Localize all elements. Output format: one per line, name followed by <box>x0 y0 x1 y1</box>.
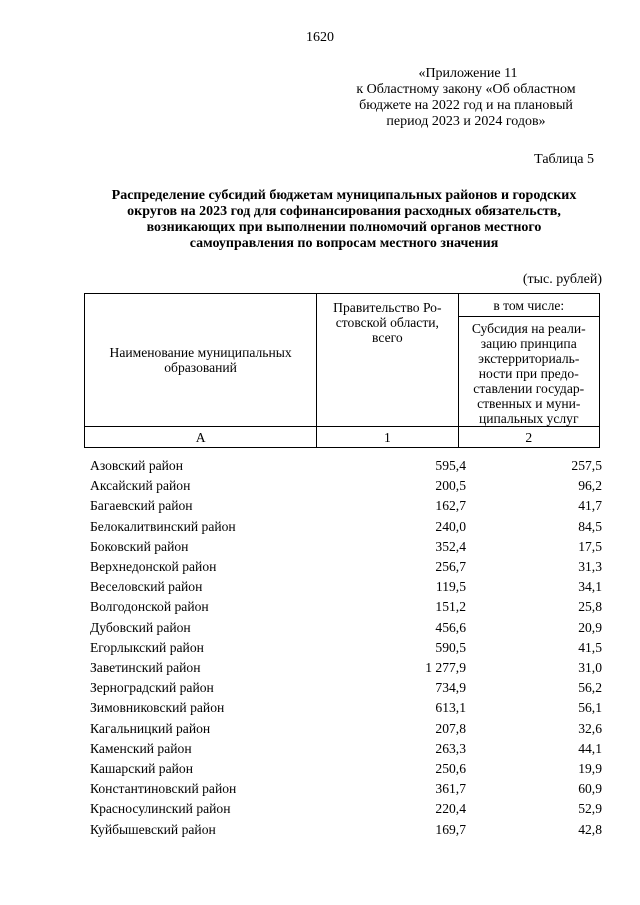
district-name: Заветинский район <box>90 660 201 676</box>
table-row <box>84 820 602 840</box>
subsidy-value: 41,5 <box>578 639 602 655</box>
district-name: Егорлыкский район <box>90 639 204 655</box>
table-row <box>84 658 602 678</box>
total-value: 352,4 <box>435 538 466 554</box>
subsidy-value: 20,9 <box>578 619 602 635</box>
district-name: Боковский район <box>90 538 189 554</box>
total-value: 220,4 <box>435 801 466 817</box>
subsidy-value: 52,9 <box>578 801 602 817</box>
total-value: 151,2 <box>435 599 466 615</box>
table-row <box>84 456 602 476</box>
district-name: Зимовниковский район <box>90 700 225 716</box>
title-line: возникающих при выполнении полномочий органов местного <box>146 220 542 235</box>
subsidy-value: 25,8 <box>578 599 602 615</box>
index-cell-a: А <box>85 427 317 448</box>
subsidy-value: 60,9 <box>578 781 602 797</box>
table-row <box>84 799 602 819</box>
district-name: Константиновский район <box>90 781 237 797</box>
subsidy-value: 56,2 <box>578 680 602 696</box>
header-name-line: образований <box>164 360 237 375</box>
header-including: в том числе: <box>493 297 565 313</box>
header-subsidy-line: ставлении государ- <box>473 381 585 396</box>
total-value: 590,5 <box>435 639 466 655</box>
table-row <box>84 739 602 759</box>
total-value: 456,6 <box>435 619 466 635</box>
district-name: Веселовский район <box>90 579 203 595</box>
title-line: самоуправления по вопросам местного значения <box>189 236 499 251</box>
appendix-line: бюджете на 2022 год и на плановый <box>359 98 573 113</box>
table-row <box>84 638 602 658</box>
header-name-cell <box>85 294 317 427</box>
district-name: Багаевский район <box>90 498 193 514</box>
table-row <box>84 476 602 496</box>
subsidy-value: 84,5 <box>578 518 602 534</box>
table-row <box>84 537 602 557</box>
total-value: 200,5 <box>435 478 466 494</box>
header-name-line: Наименование муниципальных <box>109 345 292 360</box>
subsidy-value: 32,6 <box>578 720 602 736</box>
table-row <box>84 678 602 698</box>
district-name: Азовский район <box>90 458 184 473</box>
header-including-cell <box>458 294 600 317</box>
district-name: Белокалитвинский район <box>90 518 236 534</box>
district-name: Куйбышевский район <box>90 821 216 837</box>
table-row <box>84 577 602 597</box>
total-value: 263,3 <box>435 740 466 756</box>
total-value: 207,8 <box>435 720 466 736</box>
header-total-line: Правительство Ро- <box>333 300 442 315</box>
appendix-reference <box>330 66 602 130</box>
table-row <box>84 618 602 638</box>
data-table <box>84 456 602 840</box>
district-name: Аксайский район <box>90 478 191 494</box>
header-subsidy-line: экстерриториаль- <box>478 351 580 366</box>
appendix-line: «Приложение 11 <box>418 66 518 81</box>
total-value: 1 277,9 <box>425 660 466 676</box>
district-name: Дубовский район <box>90 619 191 635</box>
total-value: 240,0 <box>435 518 466 534</box>
appendix-line: период 2023 и 2024 годов» <box>386 114 546 129</box>
subsidy-value: 19,9 <box>578 761 602 777</box>
district-name: Каменский район <box>90 740 192 756</box>
header-total-line: стовской области, <box>335 315 439 330</box>
district-name: Красносулинский район <box>90 801 231 817</box>
table-row <box>84 698 602 718</box>
title-line: Распределение субсидий бюджетам муниципальных районов и городских <box>111 188 577 203</box>
table-row <box>84 719 602 739</box>
header-subsidy-line: ности при предо- <box>478 366 579 381</box>
total-value: 162,7 <box>435 498 466 514</box>
subsidy-value: 34,1 <box>578 579 602 595</box>
district-name: Волгодонской район <box>90 599 209 615</box>
total-value: 613,1 <box>435 700 466 716</box>
total-value: 169,7 <box>435 821 466 837</box>
subsidy-value: 31,3 <box>578 559 602 575</box>
total-value: 250,6 <box>435 761 466 777</box>
district-name: Верхнедонской район <box>90 559 217 575</box>
district-name: Кагальницкий район <box>90 720 211 736</box>
subsidy-value: 56,1 <box>578 700 602 716</box>
header-subsidy-line: ципальных услуг <box>478 411 579 426</box>
page-number: 1620 <box>306 30 334 45</box>
subsidy-value: 31,0 <box>578 660 602 676</box>
subsidy-value: 17,5 <box>578 538 602 554</box>
header-subsidy-line: Субсидия на реали- <box>471 321 586 336</box>
header-total-line: всего <box>372 330 403 345</box>
index-cell-1: 1 <box>317 427 458 448</box>
total-value: 119,5 <box>435 579 466 595</box>
table-row <box>84 496 602 516</box>
table-row <box>84 759 602 779</box>
units-label: (тыс. рублей) <box>522 272 602 287</box>
subsidy-value: 42,8 <box>578 821 602 837</box>
subsidy-value: 257,5 <box>571 458 602 473</box>
table-row <box>84 557 602 577</box>
total-value: 595,4 <box>435 458 466 473</box>
table-row <box>84 517 602 537</box>
subsidy-value: 41,7 <box>578 498 602 514</box>
appendix-line: к Областному закону «Об областном <box>356 82 576 97</box>
table-row <box>84 779 602 799</box>
total-value: 361,7 <box>435 781 466 797</box>
title-line: округов на 2023 год для софинансирования расходных обязательств, <box>127 204 561 219</box>
total-value: 734,9 <box>435 680 466 696</box>
header-subsidy-line: ственных и муни- <box>477 396 581 411</box>
subsidy-value: 44,1 <box>578 740 602 756</box>
table-label: Таблица 5 <box>534 152 594 167</box>
document-title <box>80 188 608 252</box>
header-total-cell <box>317 294 458 427</box>
index-cell-2: 2 <box>458 427 600 448</box>
header-subsidy-cell <box>458 317 600 427</box>
subsidy-value: 96,2 <box>578 478 602 494</box>
table-header <box>84 293 600 448</box>
district-name: Зерноградский район <box>90 680 214 696</box>
header-subsidy-line: зацию принципа <box>480 336 577 351</box>
table-row <box>84 597 602 617</box>
district-name: Кашарский район <box>90 761 193 777</box>
total-value: 256,7 <box>435 559 466 575</box>
